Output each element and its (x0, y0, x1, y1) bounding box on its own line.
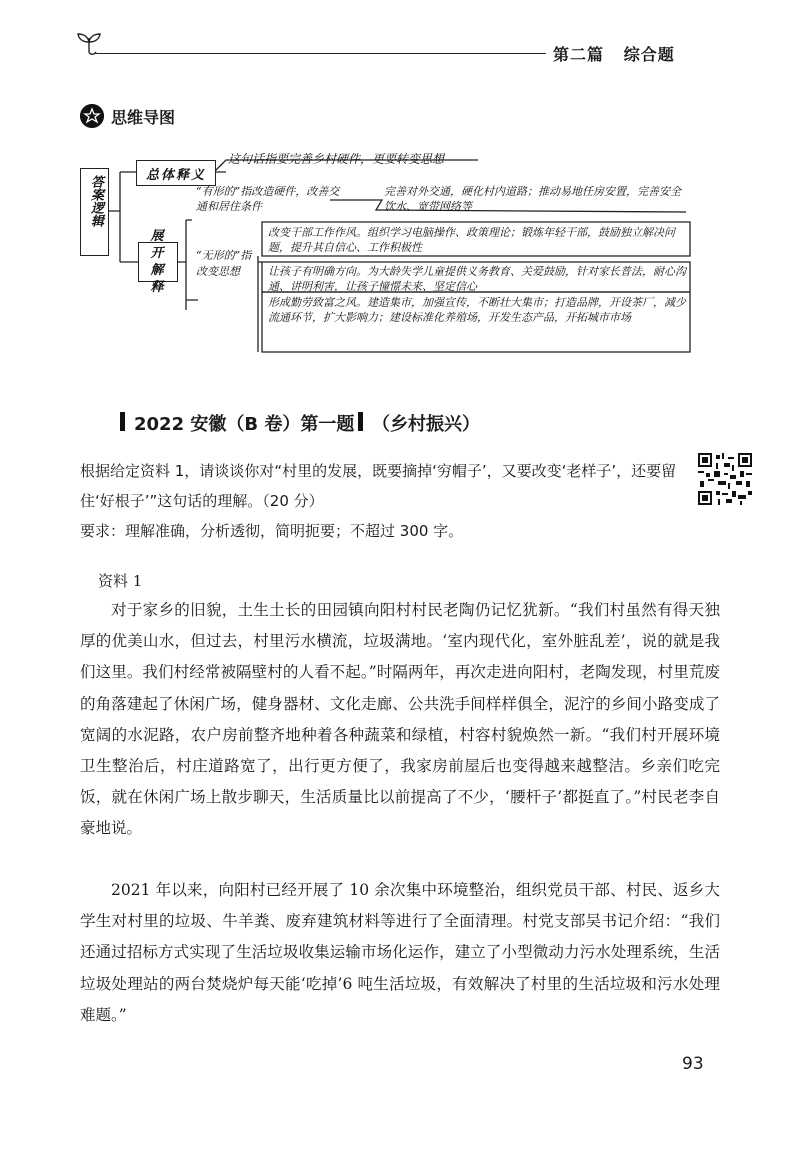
section-title: 2022 安徽（B 卷）第一题 (134, 414, 355, 435)
root-label: 答案逻辑 (88, 175, 103, 227)
overall-text: 这句话指要完善乡村硬件，更要转变思想 (228, 152, 445, 166)
node-overall (136, 160, 216, 186)
qr-code-icon (698, 453, 752, 505)
node-expand (138, 229, 178, 295)
question-requirement: 要求：理解准确，分析透彻，简明扼要；不超过 300 字。 (80, 522, 464, 540)
material-paragraph-2: 2021 年以来，向阳村已经开展了 10 余次集中环境整治，组织党员干部、村民、返乡大学生对村里的垃圾、牛羊粪、废弃建筑材料等进行了全面清理。村党支部吴书记介绍：“我们还通过招标方式实现了生活垃圾收集运输市场化运作，建立了小型微动力污水处理系统，生活垃圾处理站的两台焚烧炉每天能‘吃掉’6 吨生活垃圾，有效解决了村里的生活垃圾和污水处理难题。” (80, 881, 720, 1024)
tangible-text: 完善对外交通，硬化村内道路；推动易地任房安置，完善安全饮水、宽带网络等 (384, 185, 681, 213)
mind-map-title: 思维导图 (111, 108, 176, 127)
section-bar-left (120, 412, 125, 431)
intangible-label: “无形的”指改变思想 (196, 249, 252, 278)
intangible-item-3: 形成勤劳致富之风。建造集市，加强宣传，不断壮大集市；打造品牌，开设茶厂，减少流通环节，扩大影响力；建设标准化养殖场，开发生态产品，开拓城市市场 (268, 296, 686, 324)
node-expand-label: 展开解释 (150, 229, 166, 295)
page-number: 93 (682, 1054, 704, 1074)
mind-map-root (80, 168, 109, 256)
section-bar-right (358, 412, 363, 431)
material-label: 资料 1 (98, 572, 143, 590)
intangible-item-2: 让孩子有明确方向。为大龄失学儿童提供义务教育、关爱鼓励，针对家长普法，耐心沟通、讲明利害，让孩子憧憬未来、坚定信心 (268, 265, 686, 293)
tangible-label: “有形的”指改造硬件，改善交通和居住条件 (196, 185, 340, 213)
section-tag: （乡村振兴） (372, 414, 480, 435)
intangible-item-1: 改变干部工作作风。组织学习电脑操作、政策理论；锻炼年轻干部，鼓励独立解决问题，提升其自信心、工作积极性 (268, 226, 675, 254)
question-text: 根据给定资料 1，请谈谈你对“村里的发展，既要摘掉‘穷帽子’，又要改变‘老样子’，还要留住‘好根子’”这句话的理解。（20 分） (80, 462, 677, 510)
material-paragraph-1: 对于家乡的旧貌，土生土长的田园镇向阳村村民老陶仍记忆犹新。“我们村虽然有得天独厚的优美山水，但过去，村里污水横流，垃圾满地。‘室内现代化，室外脏乱差’，说的就是我们这里。我们村经常被隔壁村的人看不起。”时隔两年，再次走进向阳村，老陶发现，村里荒废的角落建起了休闲广场，健身器材、文化走廊、公共洗手间样样俱全，泥泞的乡间小路变成了宽阔的水泥路，农户房前整齐地种着各种蔬菜和绿植，村容村貌焕然一新。“我们村开展环境卫生整治后，村庄道路宽了，出行更方便了，我家房前屋后也变得越来越整洁。乡亲们吃完饭，就在休闲广场上散步聊天，生活质量比以前提高了不少，‘腰杆子’都挺直了。”村民老李自豪地说。 (80, 601, 720, 838)
node-overall-label: 总体释义 (145, 167, 206, 183)
header-part: 第二篇 (553, 45, 605, 64)
header-section: 综合题 (623, 45, 675, 64)
